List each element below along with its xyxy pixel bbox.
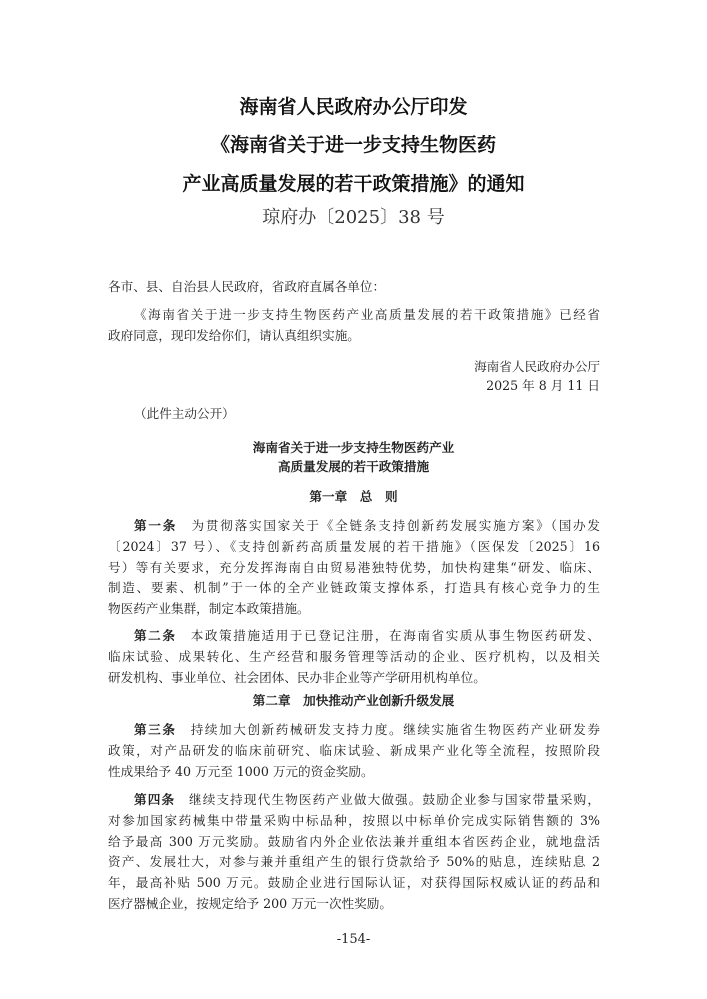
title-line-3: 产业高质量发展的若干政策措施》的通知 [182,173,525,195]
text-line: 资产、发展壮大，对参与兼并重组产生的银行贷款给予 50%的贴息，连续贴息 2 [108,854,600,870]
text-line: 政府同意，现印发给你们，请认真组织实施。 [108,327,360,343]
policy-title-line-2: 高质量发展的若干政策措施 [277,459,430,474]
text-line: 《海南省关于进一步支持生物医药产业高质量发展的若干政策措施》已经省 [134,307,600,322]
page-number: -154- [336,932,371,947]
text-line: 医疗器械企业，按规定给予 200 万元一次性奖励。 [108,895,392,911]
text-line: 性成果给予 40 万元至 1000 万元的资金奖励。 [108,763,374,779]
text-line: 本政策措施适用于已登记注册，在海南省实质从事生物医药研发、 [190,628,601,643]
text-line: 临床试验、成果转化、生产经营和服务管理等活动的企业、医疗机构，以及相关 [108,648,600,664]
disclosure-note: （此件主动公开） [134,406,235,421]
text-line: 研发机构、事业单位、社会团体、民办非企业等产学研用机构单位。 [108,669,486,685]
notice-body [108,305,600,347]
document-number: 琼府办〔2025〕38 号 [262,207,445,228]
text-line: 号）等有关要求，充分发挥海南自由贸易港独特优势，加快构建集“研发、临床、 [108,559,600,575]
chapter-2-heading: 第二章 加快推动产业创新升级发展 [252,693,455,708]
text-line: 给予最高 300 万元奖励。鼓励省内外企业依法兼并重组本省医药企业，就地盘活 [108,833,600,849]
text-line: 持续加大创新药械研发支持力度。继续实施省生物医药产业研发券 [190,722,601,737]
article-label: 第三条 [134,722,177,737]
article-1 [108,516,600,620]
title-line-1: 海南省人民政府办公厅印发 [239,96,468,118]
text-line: 〔2024〕37 号）、《支持创新药高质量发展的若干措施》（医保发〔2025〕16 [108,538,600,554]
text-line: 对参加国家药械集中带量采购中标品种，按照以中标单价完成实际销售额的 3% [108,812,600,828]
article-label: 第四条 [134,792,176,807]
policy-title-line-1: 海南省关于进一步支持生物医药产业 [252,440,455,455]
issue-date: 2025 年 8 月 11 日 [486,378,600,393]
text-line: 继续支持现代生物医药产业做大做强。鼓励企业参与国家带量采购， [188,792,601,807]
article-label: 第一条 [134,518,178,533]
text-line: 为贯彻落实国家关于《全链条支持创新药发展实施方案》（国办发 [191,518,601,533]
text-line: 政策，对产品研发的临床前研究、临床试验、新成果产业化等全流程，按照阶段 [108,742,600,758]
article-4 [108,790,600,915]
article-2 [108,626,600,688]
title-line-2: 《海南省关于进一步支持生物医药 [210,134,496,156]
article-3 [108,720,600,782]
text-line: 制造、要素、机制”于一体的全产业链政策支撑体系，打造具有核心竞争力的生 [108,580,600,596]
chapter-1-heading: 第一章 总 则 [309,489,398,504]
salutation: 各市、县、自治县人民政府，省政府直属各单位： [108,279,386,294]
text-line: 物医药产业集群，制定本政策措施。 [108,601,310,617]
text-line: 年，最高补贴 500 万元。鼓励企业进行国际认证，对获得国际权威认证的药品和 [108,875,600,891]
article-label: 第二条 [134,628,177,643]
issuer: 海南省人民政府办公厅 [474,359,600,374]
